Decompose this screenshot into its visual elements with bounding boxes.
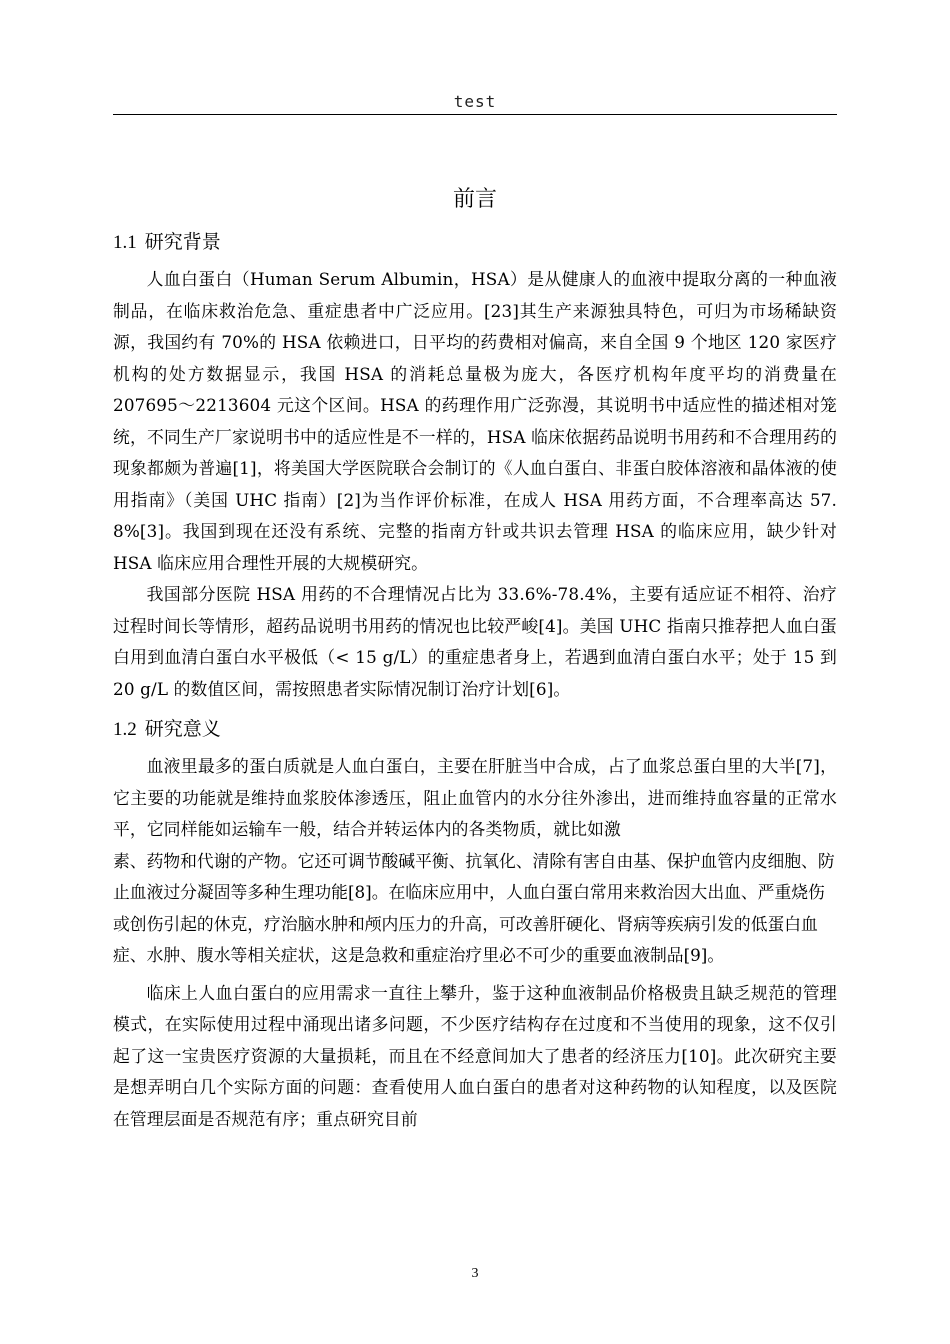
page-title: 前言 [452,187,497,212]
section-number: 1.1 [113,232,137,253]
paragraph: 人血白蛋白（Human Serum Albumin，HSA）是从健康人的血液中提取分离的一种血液制品，在临床救治危急、重症患者中广泛应用。[23]其生产来源独具特色，可归为市场稀缺资源，我国约有 70%的 HSA 依赖进口，日平均的药费相对偏高，来自全国 9 个地区 120 家医疗机构的处方数据显示，我国 HSA 的消耗总量极为庞大，各医疗机构年度平均的消费量在 207695～2213604 元这个区间。HSA 的药理作用广泛弥漫，其说明书中适应性的描述相对笼统，不同生产厂家说明书中的适应性是不一样的，HSA 临床依据药品说明书用药和不合理用药的现象都颇为普遍[1]，将美国大学医院联合会制订的《人血白蛋白、非蛋白胶体溶液和晶体液的使用指南》（美国 UHC 指南）[2]为当作评价标准，在成人 HSA 用药方面，不合理率高达 57. 8%[3]。我国到现在还没有系统、完整的指南方针或共识去管理 HSA 的临床应用，缺少针对 HSA 临床应用合理性开展的大规模研究。 [113,269,837,573]
document-body [113,228,837,1135]
section-title: 研究意义 [144,719,221,740]
section-number: 1.2 [113,719,137,740]
section-heading-background [113,228,837,258]
section-heading-significance [113,715,837,745]
running-header: test [453,92,497,111]
paragraph: 血液里最多的蛋白质就是人血白蛋白，主要在肝脏当中合成，占了血浆总蛋白里的大半[7]，它主要的功能就是维持血浆胶体渗透压，阻止血管内的水分往外渗出，进而维持血容量的正常水平，它同样能如运输车一般，结合并转运体内的各类物质，就比如激 [113,756,837,839]
paragraph-continuation: 素、药物和代谢的产物。它还可调节酸碱平衡、抗氧化、清除有害自由基、保护血管内皮细胞、防止血液过分凝固等多种生理功能[8]。在临床应用中，人血白蛋白常用来救治因大出血、严重烧伤或创伤引起的休克，疗治脑水肿和颅内压力的升高，可改善肝硬化、肾病等疾病引发的低蛋白血症、水肿、腹水等相关症状，这是急救和重症治疗里必不可少的重要血液制品[9]。 [113,850,835,965]
paragraph: 我国部分医院 HSA 用药的不合理情况占比为 33.6%-78.4%，主要有适应证不相符、治疗过程时间长等情形，超药品说明书用药的情况也比较严峻[4]。美国 UHC 指南只推荐把人血白蛋白用到血清白蛋白水平极低（< 15 g/L）的重症患者身上，若遇到血清白蛋白水平；处于 15 到 20 g/L 的数值区间，需按照患者实际情况制订治疗计划[6]。 [113,584,837,699]
header-rule [113,114,837,115]
page-number: 3 [471,1266,479,1281]
section-title: 研究背景 [144,232,221,253]
paragraph: 临床上人血白蛋白的应用需求一直往上攀升，鉴于这种血液制品价格极贵且缺乏规范的管理模式，在实际使用过程中涌现出诸多问题，不少医疗结构存在过度和不当使用的现象，这不仅引起了这一宝贵医疗资源的大量损耗，而且在不经意间加大了患者的经济压力[10]。此次研究主要是想弄明白几个实际方面的问题：查看使用人血白蛋白的患者对这种药物的认知程度，以及医院在管理层面是否规范有序；重点研究目前 [113,982,837,1129]
